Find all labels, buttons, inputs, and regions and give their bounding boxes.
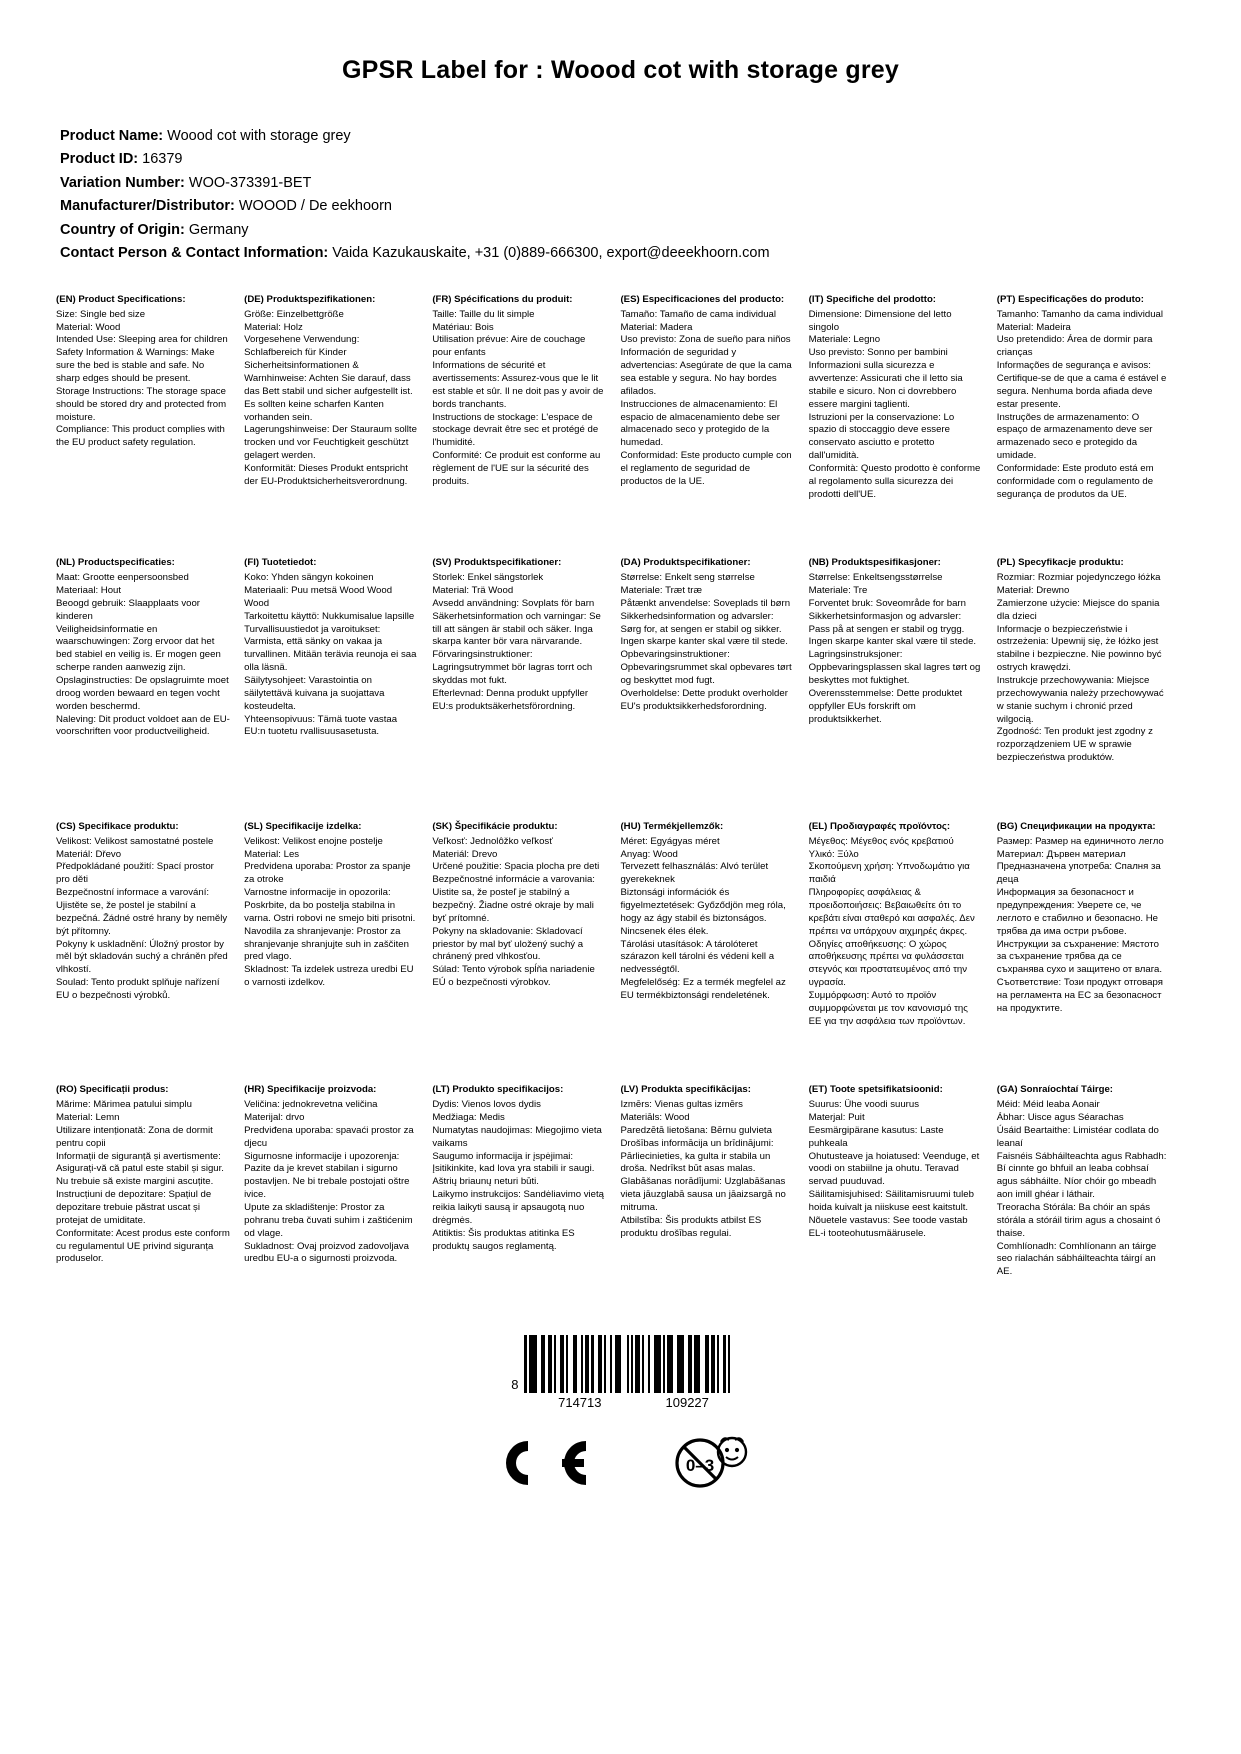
spec-line: Vorgesehene Verwendung: Schlafbereich für Kinder xyxy=(244,334,360,359)
spec-line: Material: Madera xyxy=(620,321,693,333)
spec-line: Paredzētā lietošana: Bērnu gulvieta xyxy=(620,1124,772,1136)
spec-line: Ohutusteave ja hoiatused: Veenduge, et voodi on stabiilne ja ohutu. Teravad servad puuduvad. xyxy=(808,1150,980,1188)
spec-line: Faisnéis Sábháilteachta agus Rabhadh: Bí cinnte go bhfuil an leaba cobhsaí agus sábháilte. Níor chóir go mbeadh aon imill ghéar i láthair. xyxy=(996,1150,1167,1201)
spec-line: Informacje o bezpieczeństwie i ostrzeżenia: Upewnij się, że łóżko jest stabilne i bezpieczne. Nie powinno być ostrych krawędzi. xyxy=(996,623,1162,674)
spec-line: Uso previsto: Zona de sueño para niños xyxy=(620,334,791,346)
spec-band-3 xyxy=(56,821,1185,1029)
spec-line: Instrucțiuni de depozitare: Spațiul de depozitare trebuie păstrat uscat și protejat de umiditate. xyxy=(56,1189,212,1226)
meta-value: WOOOD / De eekhoorn xyxy=(238,198,392,215)
spec-col-en xyxy=(56,294,244,502)
spec-line: Atitiktis: Šis produktas atitinka ES produktų saugos reglamentą. xyxy=(432,1227,575,1252)
spec-line: Información de seguridad y advertencias: Asegúrate de que la cama sea estable y segura. No hay bordes afilados. xyxy=(620,347,792,397)
spec-line: Úsáid Beartaithe: Limistéar codlata do leanaí xyxy=(996,1124,1159,1149)
spec-line: Glabāšanas norādījumi: Uzglabāšanas vieta jāuzglabā sausa un jāaizsargā no mitruma. xyxy=(620,1176,786,1213)
barcode-right-group: 109227 xyxy=(665,1395,709,1411)
spec-header: (EL) Προδιαγραφές προϊόντος: xyxy=(808,820,951,832)
spec-col-fi xyxy=(244,557,432,765)
spec-line: Instrucciones de almacenamiento: El espacio de almacenamiento debe ser almacenado seco y protegido de la humedad. xyxy=(620,398,780,449)
spec-line: Dimensione: Dimensione del letto singolo xyxy=(808,308,952,333)
spec-header: (IT) Specifiche del prodotto: xyxy=(808,293,937,305)
spec-line: Izmērs: Vienas gultas izmērs xyxy=(620,1099,743,1111)
spec-line: Συμμόρφωση: Αυτό το προϊόν συμμορφώνεται με τον κανονισμό της ΕΕ για την ασφάλεια των προϊόντων. xyxy=(808,989,968,1027)
spec-line: Intended Use: Sleeping area for children xyxy=(56,334,228,346)
spec-line: Säilytysohjeet: Varastointia on säilytettävä kuivana ja suojattava kosteudelta. xyxy=(244,675,385,712)
meta-label: Product Name: xyxy=(60,128,164,144)
spec-line: Méret: Egyágyas méret xyxy=(620,835,720,847)
spec-line: Материал: Дървен материал xyxy=(996,848,1126,860)
spec-line: Υλικό: Ξύλο xyxy=(808,848,859,860)
band-spacer xyxy=(56,765,1185,795)
spec-line: Conformità: Questo prodotto è conforme al regolamento sulla sicurezza dei prodotti dell'UE. xyxy=(808,462,981,500)
spec-line: Uso previsto: Sonno per bambini xyxy=(808,347,948,359)
spec-col-fr xyxy=(432,294,620,502)
spec-col-es xyxy=(620,294,808,502)
spec-col-et xyxy=(809,1084,997,1279)
meta-value: Germany xyxy=(188,221,249,238)
spec-line: Materijal: drvo xyxy=(244,1112,305,1124)
spec-col-da xyxy=(620,557,808,765)
spec-line: Conformitate: Acest produs este conform cu regulamentul UE privind siguranța produselor. xyxy=(56,1227,230,1265)
spec-line: Rozmiar: Rozmiar pojedynczego łóżka xyxy=(996,572,1161,584)
spec-header: (HU) Termékjellemzők: xyxy=(620,820,724,832)
spec-header: (PL) Specyfikacje produktu: xyxy=(996,557,1124,569)
spec-line: Matériau: Bois xyxy=(432,321,494,333)
spec-line: Conformidad: Este producto cumple con el reglamento de seguridad de productos de la UE. xyxy=(620,450,792,487)
spec-header: (SL) Specifikacije izdelka: xyxy=(244,820,362,832)
spec-col-el xyxy=(809,821,997,1029)
spec-line: Σκοπούμενη χρήση: Υπνοδωμάτιο για παιδιά xyxy=(808,861,970,886)
spec-header: (ET) Toote spetsifikatsioonid: xyxy=(808,1084,943,1096)
spec-col-cs xyxy=(56,821,244,1029)
page-title: GPSR Label for : Woood cot with storage grey xyxy=(342,56,899,84)
spec-line: Veľkosť: Jednolôžko veľkosť xyxy=(432,835,553,847)
spec-line: Soulad: Tento produkt splňuje nařízení EU o bezpečnosti výrobků. xyxy=(56,977,220,1001)
spec-line: Istruzioni per la conservazione: Lo spazio di stoccaggio deve essere conservato asciutto e protetto dall'umidità. xyxy=(808,411,955,462)
spec-line: Velikost: Velikost samostatné postele xyxy=(56,835,214,847)
meta-value: 16379 xyxy=(142,151,183,168)
spec-band-2 xyxy=(56,557,1185,765)
spec-line: Avsedd användning: Sovplats för barn xyxy=(432,597,595,609)
barcode-lead-digit: 8 xyxy=(511,1377,519,1393)
spec-line: Megfelelőség: Ez a termék megfelel az EU termékbiztonsági rendeletének. xyxy=(620,977,786,1001)
spec-line: Laikymo instrukcijos: Sandėliavimo vietą reikia laikyti sausą ir apsaugotą nuo drėgmės. xyxy=(432,1189,605,1226)
spec-line: Nõuetele vastavus: See toode vastab EL-i tooteohutusmäärusele. xyxy=(808,1214,968,1239)
spec-line: Material: Lemn xyxy=(56,1112,120,1124)
spec-col-ga xyxy=(997,1084,1185,1279)
spec-line: Sikkerhetsinformasjon og advarsler: Pass på at sengen er stabil og trygg. Ingen skarpe kanter skal være til stede. xyxy=(808,610,977,648)
spec-header: (SV) Produktspecifikationer: xyxy=(432,557,562,569)
spec-col-ro xyxy=(56,1084,244,1279)
spec-line: Konformität: Dieses Produkt entspricht der EU-Produktsicherheitsverordnung. xyxy=(244,462,408,487)
spec-line: Utilisation prévue: Aire de couchage pour enfants xyxy=(432,334,586,359)
spec-line: Πληροφορίες ασφάλειας & προειδοποιήσεις: Βεβαιωθείτε ότι το κρεβάτι είναι σταθερό και ασφαλές. Δεν πρέπει να υπάρχουν αιχμηρές άκρες. xyxy=(808,887,975,937)
spec-line: Drošības informācija un brīdinājumi: Pārliecinieties, ka gulta ir stabila un droša. Nedrīkst būt asas malas. xyxy=(620,1137,774,1175)
spec-line: Предназначена употреба: Спалня за деца xyxy=(996,861,1161,886)
spec-line: Informazioni sulla sicurezza e avvertenze: Assicurati che il letto sia stabile e sicuro. Non ci dovrebbero essere margini taglienti. xyxy=(808,360,963,410)
spec-col-de xyxy=(244,294,432,502)
meta-label: Manufacturer/Distributor: xyxy=(60,198,235,215)
compliance-marks xyxy=(56,1432,1185,1494)
spec-line: Größe: Einzelbettgröße xyxy=(244,308,344,320)
spec-line: Saugumo informacija ir įspėjimai: Įsitikinkite, kad lova yra stabili ir saugi. Aštrių briaunų neturi būti. xyxy=(432,1150,595,1188)
spec-line: Instruções de armazenamento: O espaço de armazenamento deve ser armazenado seco e protegido da umidade. xyxy=(996,411,1153,462)
spec-line: Storage Instructions: The storage space should be stored dry and protected from moisture. xyxy=(56,385,227,423)
spec-header: (PT) Especificações do produto: xyxy=(996,293,1144,305)
spec-line: Maat: Grootte eenpersoonsbed xyxy=(56,572,189,584)
spec-line: Tamaño: Tamaño de cama individual xyxy=(620,308,777,320)
spec-line: Μέγεθος: Μέγεθος ενός κρεβατιού xyxy=(808,835,954,847)
spec-line: Съответствие: Този продукт отговаря на регламента на ЕС за безопасност на продуктите. xyxy=(996,977,1163,1014)
meta-label: Variation Number: xyxy=(60,174,185,191)
spec-col-hu xyxy=(620,821,808,1029)
spec-col-it xyxy=(809,294,997,502)
spec-col-pt xyxy=(997,294,1185,502)
spec-line: Méid: Méid leaba Aonair xyxy=(996,1099,1100,1111)
spec-line: Förvaringsinstruktioner: Lagringsutrymmet bör lagras torrt och skyddas mot fukt. xyxy=(432,649,593,686)
meta-row-product-id xyxy=(60,148,1185,171)
spec-line: Skladnost: Ta izdelek ustreza uredbi EU o varnosti izdelkov. xyxy=(244,964,414,989)
spec-col-sk xyxy=(432,821,620,1029)
spec-line: Säkerhetsinformation och varningar: Se till att sängen är stabil och säker. Inga skarpa kanter bör vara närvarande. xyxy=(432,610,601,648)
spec-line: Efterlevnad: Denna produkt uppfyller EU:s produktsäkerhetsförordning. xyxy=(432,687,589,712)
spec-line: Opslaginstructies: De opslagruimte moet droog worden bewaard en tegen vocht worden beschermd. xyxy=(56,675,229,712)
spec-col-bg xyxy=(997,821,1185,1029)
barcode-row xyxy=(511,1335,730,1393)
spec-col-lt xyxy=(432,1084,620,1279)
spec-line: Conformité: Ce produit est conforme au règlement de l'UE sur la sécurité des produits. xyxy=(432,450,601,487)
meta-row-country-of-origin xyxy=(60,219,1185,242)
spec-line: Veiligheidsinformatie en waarschuwingen: Zorg ervoor dat het bed stabiel en veilig is. Er mogen geen scherpe randen aanwezig zijn. xyxy=(56,623,221,674)
spec-line: Predvidena uporaba: Prostor za spanje za otroke xyxy=(244,861,411,886)
spec-line: Mărime: Mărimea patului simplu xyxy=(56,1099,192,1111)
spec-line: Velikost: Velikost enojne postelje xyxy=(244,835,383,847)
meta-row-variation-number xyxy=(60,172,1185,195)
spec-col-sv xyxy=(432,557,620,765)
spec-line: Anyag: Wood xyxy=(620,848,678,860)
spec-line: Påtænkt anvendelse: Soveplads til børn xyxy=(620,597,791,609)
barcode-left-group: 714713 xyxy=(558,1395,602,1411)
spec-line: Numatytas naudojimas: Miegojimo vieta vaikams xyxy=(432,1124,602,1149)
spec-line: Material: Madeira xyxy=(996,321,1071,333)
meta-value: Woood cot with storage grey xyxy=(167,128,351,144)
spec-line: Materiaali: Puu metsä Wood Wood Wood xyxy=(244,585,393,609)
spec-line: Material: Trä Wood xyxy=(432,585,514,597)
band-spacer xyxy=(56,1028,1185,1058)
spec-col-nb xyxy=(809,557,997,765)
spec-line: Dydis: Vienos lovos dydis xyxy=(432,1099,541,1111)
spec-line: Sicherheitsinformationen & Warnhinweise: Achten Sie darauf, dass das Bett stabil und sicher aufgestellt ist. Es sollten keine scharfen Kanten vorhanden sein. xyxy=(244,360,413,423)
spec-col-sl xyxy=(244,821,432,1029)
spec-line: Beoogd gebruik: Slaapplaats voor kinderen xyxy=(56,597,201,622)
spec-line: Инструкции за съхранение: Мястото за съхранение трябва да се съхранява сухо и защитено от влага. xyxy=(996,938,1163,976)
spec-band-1 xyxy=(56,294,1185,502)
spec-line: Yhteensopivuus: Tämä tuote vastaa EU:n tuotetu rvallisuusasetusta. xyxy=(244,713,398,738)
spec-line: Säilitamisjuhised: Säilitamisruumi tuleb hoida kuivalt ja niiskuse eest kaitstult. xyxy=(808,1189,974,1213)
spec-line: Lagringsinstruksjoner: Oppbevaringsplassen skal lagres tørt og beskyttes mot fuktighet. xyxy=(808,649,981,686)
meta-row-contact xyxy=(60,242,1185,265)
spec-line: Comhlíonadh: Comhlíonann an táirge seo rialachán sábháilteachta táirgí an AE. xyxy=(996,1240,1157,1278)
spec-line: Tamanho: Tamanho da cama individual xyxy=(996,308,1163,320)
barcode-numbers xyxy=(532,1395,709,1410)
spec-line: Tervezett felhasználás: Alvó terület gyerekeknek xyxy=(620,861,769,886)
spec-line: Treoracha Stórála: Ba chóir an spás stórála a stóráil tirim agus a chosaint ó thaise. xyxy=(996,1202,1161,1239)
spec-line: Naleving: Dit product voldoet aan de EU-voorschriften voor productveiligheid. xyxy=(56,713,230,738)
meta-label: Product ID: xyxy=(60,151,139,168)
spec-line: Taille: Taille du lit simple xyxy=(432,308,535,320)
spec-line: Materjal: Puit xyxy=(808,1112,865,1124)
spec-header: (EN) Product Specifications: xyxy=(56,293,186,305)
spec-line: Materiale: Tre xyxy=(808,585,868,597)
spec-line: Pokyny k uskladnění: Úložný prostor by měl být skladován suchý a chráněn před vlhkostí. xyxy=(56,938,228,976)
spec-line: Materiál: Drevo xyxy=(432,848,498,860)
spec-line: Instrukcje przechowywania: Miejsce przechowywania należy przechowywać w stanie suchym i chronić przed wilgocią. xyxy=(996,675,1164,725)
spec-header: (LV) Produkta specifikācijas: xyxy=(620,1084,751,1096)
meta-value: WOO-373391-BET xyxy=(188,174,312,191)
spec-col-lv xyxy=(620,1084,808,1279)
meta-label: Contact Person & Contact Information: xyxy=(60,245,329,262)
band-spacer xyxy=(56,501,1185,531)
product-meta-block xyxy=(60,125,1185,266)
spec-line: Utilizare intenționată: Zona de dormit pentru copii xyxy=(56,1124,213,1149)
spec-header: (CS) Specifikace produktu: xyxy=(56,820,179,832)
spec-line: Størrelse: Enkelt seng størrelse xyxy=(620,572,755,584)
spec-line: Размер: Размер на единичното легло xyxy=(996,835,1164,847)
age-warning-0-3-icon xyxy=(670,1432,756,1494)
spec-header: (ES) Especificaciones del producto: xyxy=(620,293,785,305)
spec-line: Instructions de stockage: L'espace de stockage devrait être sec et protégé de l'humidité. xyxy=(432,411,599,449)
spec-line: Materiaal: Hout xyxy=(56,585,122,597)
spec-header: (BG) Спецификации на продукта: xyxy=(996,820,1156,832)
barcode-bars xyxy=(524,1335,729,1393)
spec-line: Varnostne informacije in opozorila: Poskrbite, da bo postelja stabilna in varna. Ostri robovi ne smejo biti prisotni. xyxy=(244,887,416,924)
spec-line: Material: Wood xyxy=(56,321,121,333)
spec-line: Sigurnosne informacije i upozorenja: Pazite da je krevet stabilan i sigurno postavljen. Ne bi trebale postojati oštre ivice. xyxy=(244,1150,410,1201)
spec-header: (GA) Sonraíochtaí Táirge: xyxy=(996,1084,1113,1096)
spec-line: Conformidade: Este produto está em conformidade com o regulamento de segurança de produtos da UE. xyxy=(996,462,1154,500)
spec-header: (FI) Tuotetiedot: xyxy=(244,557,317,569)
spec-header: (DE) Produktspezifikationen: xyxy=(244,293,376,305)
spec-line: Materiāls: Wood xyxy=(620,1112,690,1124)
spec-line: Materiale: Legno xyxy=(808,334,881,346)
meta-value: Vaida Kazukauskaite, +31 (0)889-666300, export@deeekhoorn.com xyxy=(332,245,770,262)
spec-line: Sukladnost: Ovaj proizvod zadovoljava uredbu EU-a o sigurnosti proizvoda. xyxy=(244,1240,409,1265)
spec-header: (LT) Produkto specifikacijos: xyxy=(432,1084,564,1096)
spec-line: Informações de segurança e avisos: Certifique-se de que a cama é estável e segura. Nenhuma borda afiada deve estar presente. xyxy=(996,360,1167,410)
spec-line: Uso pretendido: Área de dormir para crianças xyxy=(996,334,1153,359)
spec-line: Material: Les xyxy=(244,848,300,860)
spec-line: Sikkerhedsinformation og advarsler: Sørg for, at sengen er stabil og sikker. Ingen skarpe kanter skal være til stede. xyxy=(620,610,788,648)
spec-line: Koko: Yhden sängyn kokoinen xyxy=(244,572,374,584)
spec-line: Forventet bruk: Soveområde for barn xyxy=(808,597,966,609)
spec-line: Ábhar: Uisce agus Séarachas xyxy=(996,1112,1124,1124)
spec-line: Súlad: Tento výrobok spĺňa nariadenie EÚ o bezpečnosti výrobkov. xyxy=(432,964,595,989)
spec-line: Bezpečnostní informace a varování: Ujistěte se, že postel je stabilní a bezpečná. Žádné ostré hrany by neměly být přítomny. xyxy=(56,887,228,937)
spec-header: (HR) Specifikacije proizvoda: xyxy=(244,1084,377,1096)
spec-line: Informations de sécurité et avertissements: Assurez-vous que le lit est stable et sûr. Il ne doit pas y avoir de bords tranchants. xyxy=(432,360,604,410)
spec-line: Tarkoitettu käyttö: Nukkumisalue lapsille xyxy=(244,610,415,622)
spec-line: Materiale: Træt træ xyxy=(620,585,703,597)
spec-line: Turvallisuustiedot ja varoitukset: Varmista, että sänky on vakaa ja turvallinen. Mitään terävia reunoja ei saa olla läsnä. xyxy=(244,623,417,674)
spec-line: Информация за безопасност и предупреждения: Уверете се, че леглото е стабилно и безопасно. Не трябва да има остри ръбове. xyxy=(996,887,1159,937)
spec-line: Size: Single bed size xyxy=(56,308,146,320)
spec-line: Material: Holz xyxy=(244,321,303,333)
spec-line: Navodila za shranjevanje: Prostor za shranjevanje shranjujte suh in zaščiten pred vlago. xyxy=(244,925,409,963)
spec-line: Predviđena uporaba: spavaći prostor za djecu xyxy=(244,1124,414,1149)
ce-mark-icon xyxy=(486,1435,596,1491)
spec-band-4 xyxy=(56,1084,1185,1279)
spec-line: Suurus: Ühe voodi suurus xyxy=(808,1099,920,1111)
spec-line: Overholdelse: Dette produkt overholder EU's produktsikkerhedsforordning. xyxy=(620,687,788,712)
spec-header: (RO) Specificații produs: xyxy=(56,1084,169,1096)
spec-line: Biztonsági információk és figyelmeztetések: Győződjön meg róla, hogy az ágy stabil és biztonságos. Nincsenek éles élek. xyxy=(620,887,786,937)
spec-line: Zgodność: Ten produkt jest zgodny z rozporządzeniem UE w sprawie bezpieczeństwa produktów. xyxy=(996,726,1153,764)
spec-line: Safety Information & Warnings: Make sure the bed is stable and safe. No sharp edges should be present. xyxy=(56,347,215,384)
spec-col-hr xyxy=(244,1084,432,1279)
spec-line: Tárolási utasítások: A tárolóteret szárazon kell tárolni és védeni kell a nedvességtől. xyxy=(620,938,775,976)
spec-line: Overensstemmelse: Dette produktet oppfyller EUs forskrift om produktsikkerhet. xyxy=(808,687,963,725)
spec-header: (DA) Produktspecifikationer: xyxy=(620,557,751,569)
spec-line: Lagerungshinweise: Der Stauraum sollte trocken und vor Feuchtigkeit geschützt gelagert werden. xyxy=(244,424,417,462)
spec-header: (FR) Spécifications du produit: xyxy=(432,293,573,305)
spec-line: Veličina: jednokrevetna veličina xyxy=(244,1099,378,1111)
spec-line: Størrelse: Enkeltsengsstørrelse xyxy=(808,572,943,584)
spec-col-pl xyxy=(997,557,1185,765)
spec-line: Určené použitie: Spacia plocha pre deti xyxy=(432,861,600,873)
spec-line: Opbevaringsinstruktioner: Opbevaringsrummet skal opbevares tørt og beskyttet mod fugt. xyxy=(620,649,792,686)
spec-line: Medžiaga: Medis xyxy=(432,1112,505,1124)
spec-line: Pokyny na skladovanie: Skladovací priestor by mal byť uložený suchý a chránený pred vlhkosťou. xyxy=(432,925,584,963)
age-warning-label: 0–3 xyxy=(685,1456,714,1476)
spec-line: Compliance: This product complies with the EU product safety regulation. xyxy=(56,424,225,449)
spec-line: Materiál: Dřevo xyxy=(56,848,122,860)
spec-line: Upute za skladištenje: Prostor za pohranu treba čuvati suhim i zaštićenim od vlage. xyxy=(244,1202,413,1239)
spec-header: (NL) Productspecificaties: xyxy=(56,557,175,569)
barcode-block xyxy=(56,1335,1185,1410)
spec-line: Eesmärgipärane kasutus: Laste puhkeala xyxy=(808,1124,944,1149)
meta-row-product-name xyxy=(60,125,1185,148)
spec-line: Předpokládané použití: Spací prostor pro děti xyxy=(56,861,214,886)
spec-line: Atbilstība: Šis produkts atbilst ES produktu drošības regulai. xyxy=(620,1214,762,1239)
meta-label: Country of Origin: xyxy=(60,221,185,238)
spec-header: (NB) Produktspesifikasjoner: xyxy=(808,557,941,569)
spec-col-nl xyxy=(56,557,244,765)
spec-line: Materiał: Drewno xyxy=(996,585,1070,597)
spec-header: (SK) Špecifikácie produktu: xyxy=(432,820,558,832)
spec-line: Zamierzone użycie: Miejsce do spania dla dzieci xyxy=(996,597,1160,622)
spec-line: Bezpečnostné informácie a varovania: Uistite sa, že posteľ je stabilný a bezpečný. Žiadne ostré okraje by mali byť prítomné. xyxy=(432,874,595,924)
meta-row-manufacturer xyxy=(60,195,1185,218)
spec-line: Informații de siguranță și avertismente: Asigurați-vă că patul este stabil și sigur. Nu trebuie să existe margini ascuțite. xyxy=(56,1150,224,1188)
spec-line: Οδηγίες αποθήκευσης: Ο χώρος αποθήκευσης πρέπει να φυλάσσεται στεγνός και προστατευμένος από την υγρασία. xyxy=(808,938,968,989)
spec-line: Storlek: Enkel sängstorlek xyxy=(432,572,544,584)
